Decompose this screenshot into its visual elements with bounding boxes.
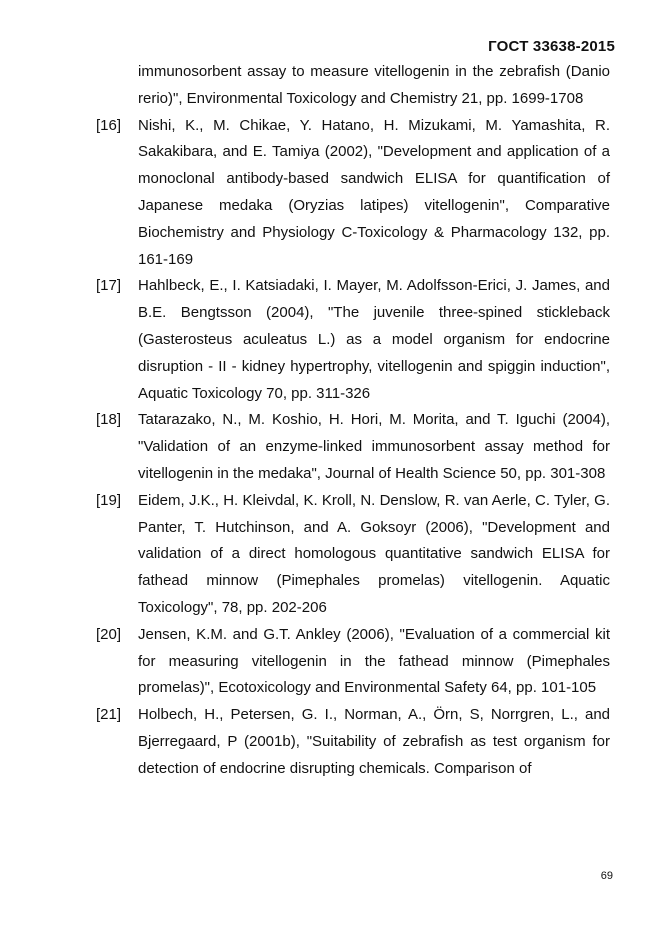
page-number: 69 xyxy=(600,870,613,882)
document-header-standard-code: ГОСТ 33638-2015 xyxy=(488,38,615,55)
reference-number: [21] xyxy=(96,706,122,724)
reference-number: [20] xyxy=(96,625,122,643)
reference-item-16 xyxy=(96,113,610,274)
reference-number: [19] xyxy=(96,491,122,509)
reference-text: Nishi, K., M. Chikae, Y. Hatano, H. Mizukami, M. Yamashita, R. Sakakibara, and E. Tamiya (2002), "Development and application of a monoclonal antibody-based sandwich ELISA for quantification of Japanese medaka (Oryzias latipes) vitellogenin", Comparative Biochemistry and Physiology C-Toxicology & Pharmacology 132, pp. 161-169 xyxy=(138,116,610,268)
reference-item-21 xyxy=(96,702,610,782)
reference-number: [17] xyxy=(96,277,122,295)
reference-list xyxy=(96,59,610,783)
reference-item-continued xyxy=(96,59,610,113)
reference-text: immunosorbent assay to measure vitellogenin in the zebrafish (Danio rerio)", Environmental Toxicology and Chemistry 21, pp. 1699-1708 xyxy=(138,63,610,107)
reference-text: Hahlbeck, E., I. Katsiadaki, I. Mayer, M. Adolfsson-Erici, J. James, and B.E. Bengtsson (2004), "The juvenile three-spined stickleback (Gasterosteus aculeatus L.) as a model organism for endocrine disruption - II - kidney hypertrophy, vitellogenin and spiggin induction", Aquatic Toxicology 70, pp. 311-326 xyxy=(138,277,610,402)
reference-text: Jensen, K.M. and G.T. Ankley (2006), "Evaluation of a commercial kit for measuring vitellogenin in the fathead minnow (Pimephales promelas)", Ecotoxicology and Environmental Safety 64, pp. 101-105 xyxy=(138,625,610,697)
reference-text: Eidem, J.K., H. Kleivdal, K. Kroll, N. Denslow, R. van Aerle, C. Tyler, G. Panter, T. Hutchinson, and A. Goksoyr (2006), "Development and validation of a direct homologous quantitative sandwich ELISA for fathead minnow (Pimephales promelas) vitellogenin. Aquatic Toxicology", 78, pp. 202-206 xyxy=(138,491,610,616)
reference-item-19 xyxy=(96,488,610,622)
reference-item-18 xyxy=(96,407,610,487)
reference-item-20 xyxy=(96,622,610,702)
reference-item-17 xyxy=(96,273,610,407)
reference-text: Holbech, H., Petersen, G. I., Norman, A., Örn, S, Norrgren, L., and Bjerregaard, P (2001b), "Suitability of zebrafish as test organism for detection of endocrine disrupting chemicals. Comparison of xyxy=(138,706,610,777)
reference-text: Tatarazako, N., M. Koshio, H. Hori, M. Morita, and T. Iguchi (2004), "Validation of an enzyme-linked immunosorbent assay method for vitellogenin in the medaka", Journal of Health Science 50, pp. 301-308 xyxy=(138,411,610,482)
reference-number: [18] xyxy=(96,411,122,429)
reference-number: [16] xyxy=(96,116,122,134)
